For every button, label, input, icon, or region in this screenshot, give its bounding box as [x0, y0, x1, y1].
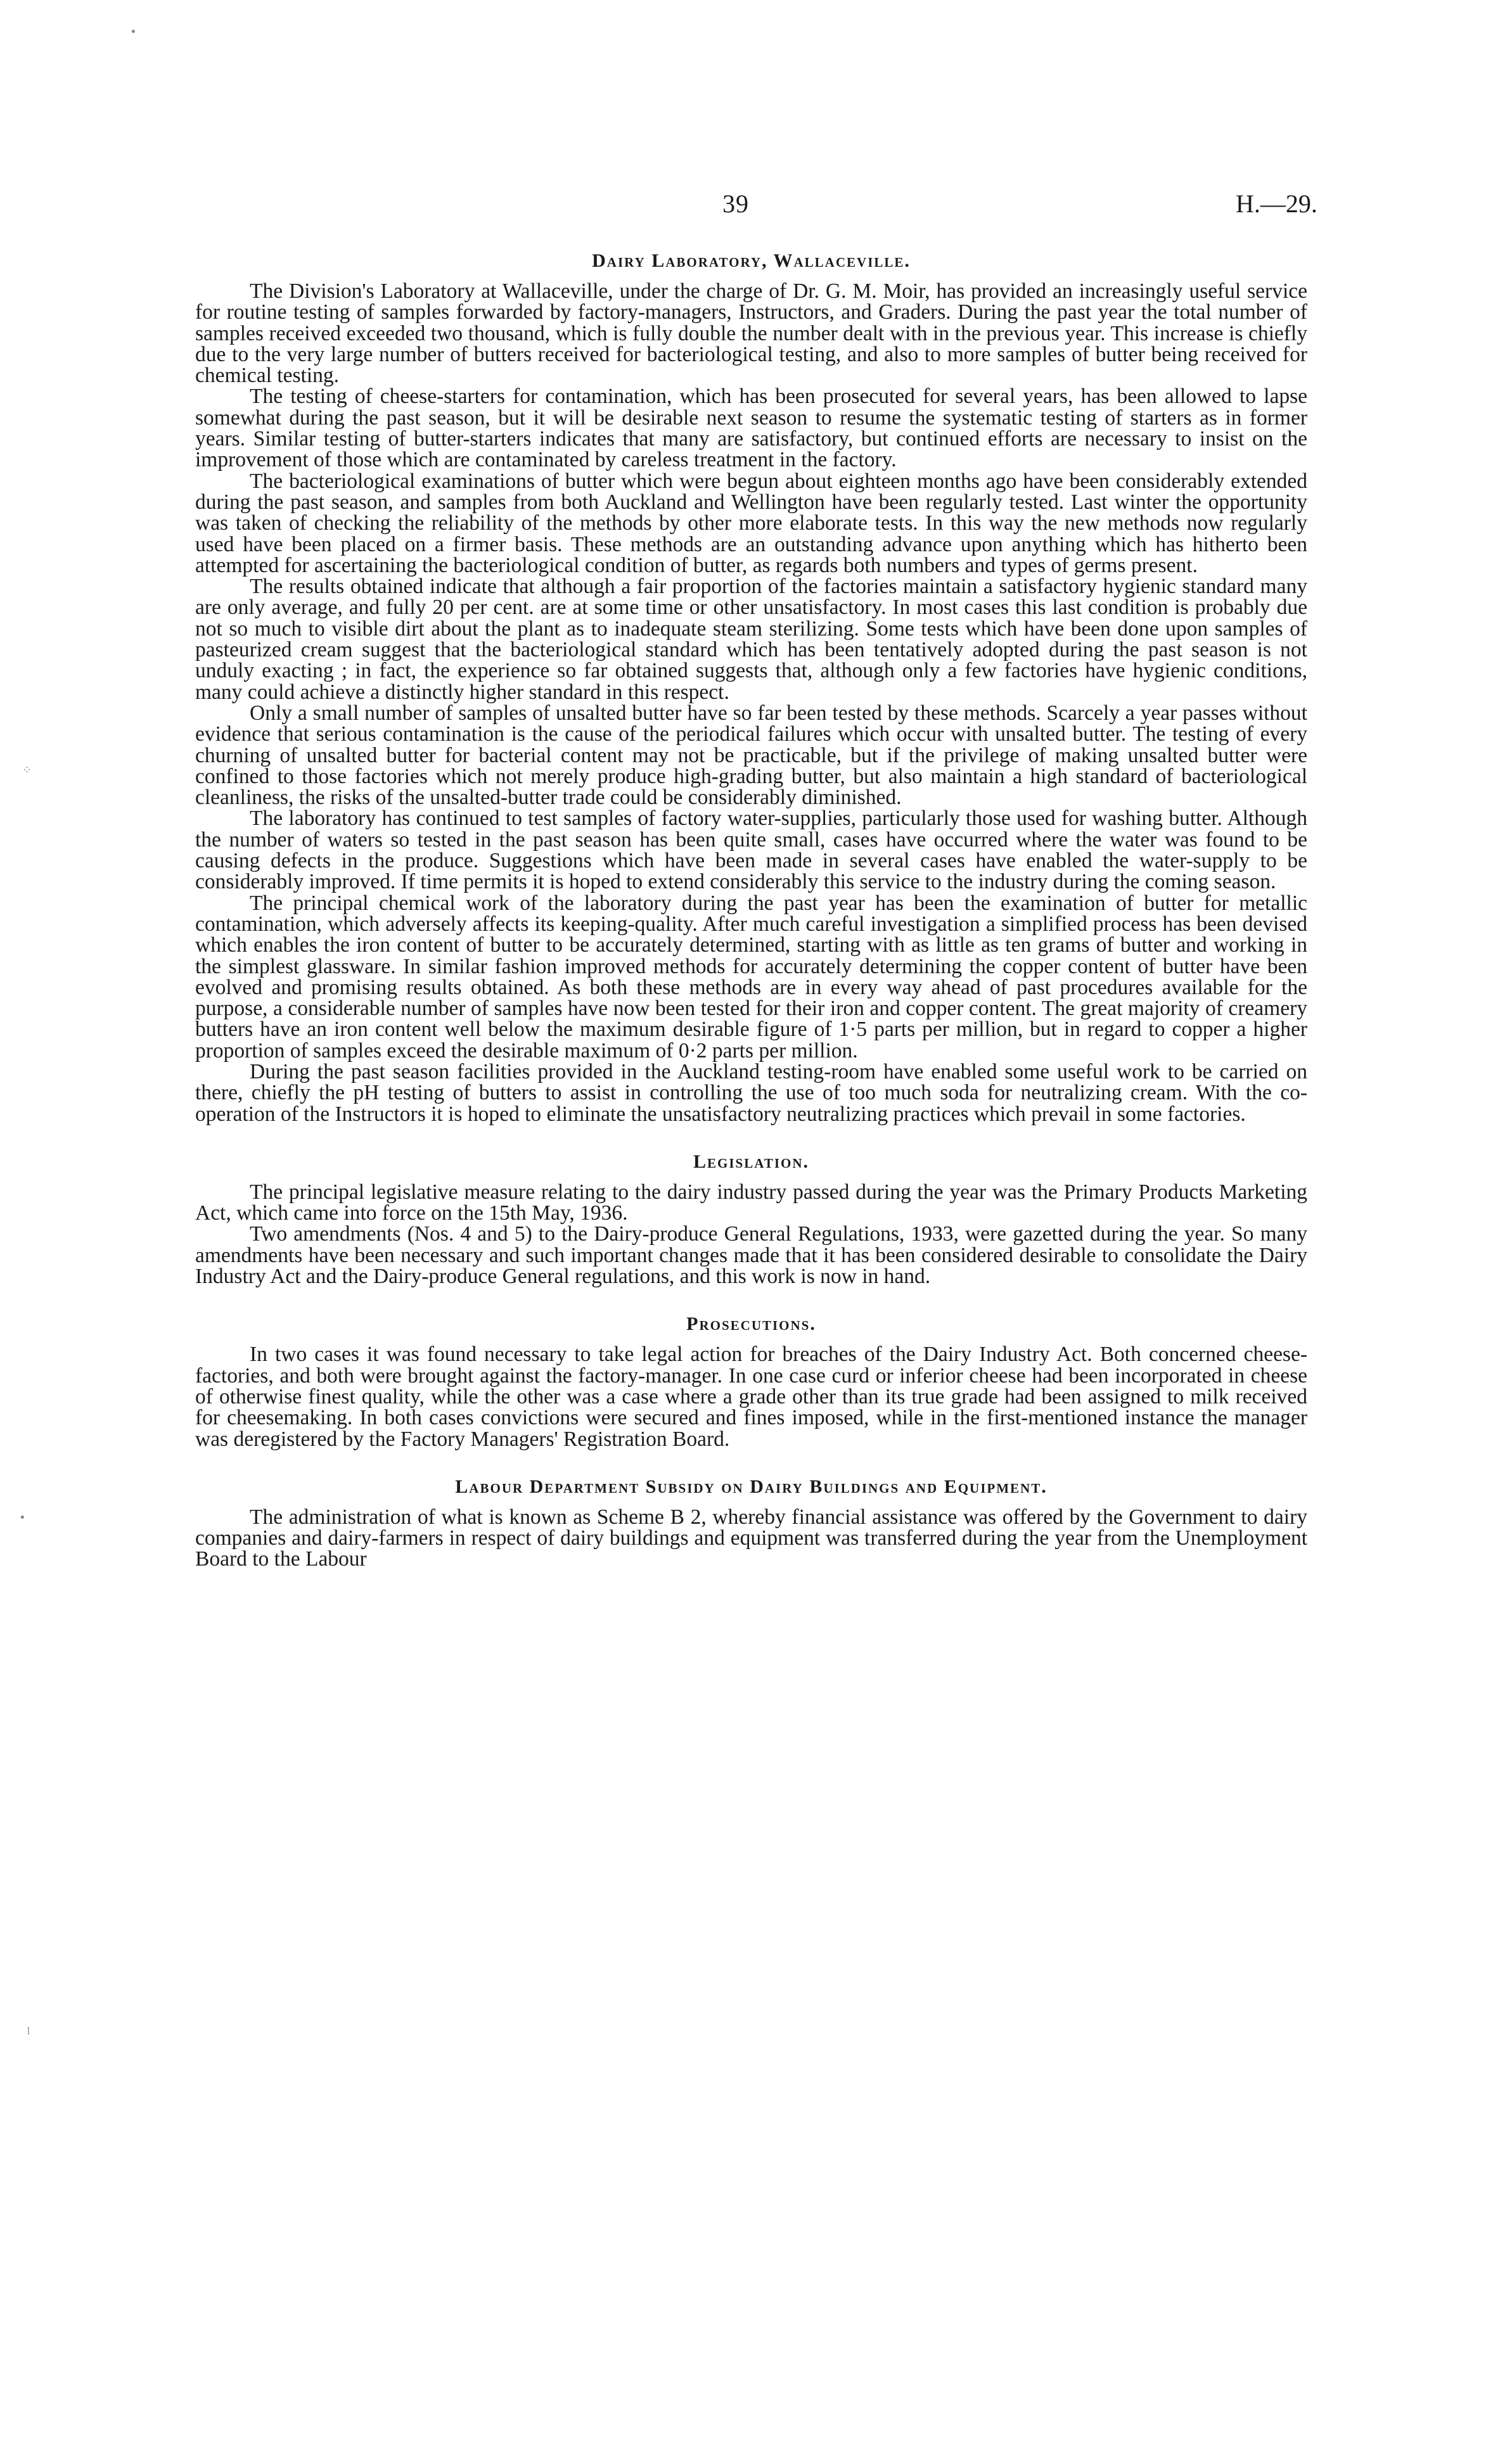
paragraph: Two amendments (Nos. 4 and 5) to the Dairy-produce General Regulations, 1933, were gazetted during the year. So many amendments have been necessary and such important changes made that it has been considered desirable to consolidate the Dairy Industry Act and the Dairy-produce General regulations, and this work is now in hand.: [195, 1222, 1307, 1289]
paragraph: Only a small number of samples of unsalted butter have so far been tested by these methods. Scarcely a year passes without evidence that serious contamination is the cause of the periodical failures which occur with unsalted butter. The testing of every churning of unsalted butter for bacterial content may not be practicable, but if the privilege of making unsalted butter were confined to those factories which not merely produce high-grading butter, but also maintain a high standard of bacteriological cleanliness, the risks of the unsalted-butter trade could be considerably diminished.: [195, 701, 1307, 810]
paragraph: The Division's Laboratory at Wallaceville, under the charge of Dr. G. M. Moir, has provided an increasingly useful service for routine testing of samples forwarded by factory-managers, Instructors, and Graders. During the past year the total number of samples received exceeded two thousand, which is fully double the number dealt with in the previous year. This increase is chiefly due to the very large number of butters received for bacteriological testing, and also to more samples of butter being received for chemical testing.: [195, 279, 1307, 388]
paragraph: The principal chemical work of the laboratory during the past year has been the examination of butter for metallic contamination, which adversely affects its keeping-quality. After much careful investigation a simplified process has been devised which enables the iron content of butter to be accurately determined, starting with as little as ten grams of butter and working in the simplest glassware. In similar fashion improved methods for accurately determining the copper content of butter have been evolved and promising results obtained. As both these methods are in every way ahead of past procedures available for the purpose, a considerable number of samples have now been tested for their iron and copper content. The great majority of creamery butters have an iron content well below the maximum desirable figure of 1·5 parts per million, but in regard to copper a higher proportion of samples exceed the desirable maximum of 0·2 parts per million.: [195, 891, 1307, 1063]
section-heading: Dairy Laboratory, Wallaceville.: [592, 250, 911, 271]
paragraph: The administration of what is known as Scheme B 2, whereby financial assistance was offered by the Government to dairy companies and dairy-farmers in respect of dairy buildings and equipment was transferred during the year from the Unemployment Board to the Labour: [195, 1505, 1307, 1571]
paragraph: The principal legislative measure relating to the dairy industry passed during the year was the Primary Products Marketing Act, which came into force on the 15th May, 1936.: [195, 1180, 1307, 1225]
page-body: [195, 250, 1307, 1570]
section-dairy-laboratory: [195, 250, 1307, 1125]
page-number: 39: [722, 189, 749, 218]
paragraph: During the past season facilities provided in the Auckland testing-room have enabled some useful work to be carried on there, chiefly the pH testing of butters to assist in controlling the use of too much soda for neutralizing cream. With the co-operation of the Instructors it is hoped to eliminate the unsatisfactory neutralizing practices which prevail in some factories.: [195, 1059, 1307, 1126]
section-heading: Prosecutions.: [686, 1313, 816, 1335]
section-spacer: [195, 1125, 1307, 1151]
section-spacer: [195, 1450, 1307, 1476]
section-heading: Legislation.: [693, 1151, 809, 1172]
margin-dot-middle: •: [19, 1511, 26, 1524]
section-spacer: [195, 1287, 1307, 1313]
paragraph: The bacteriological examinations of butter which were begun about eighteen months ago have been considerably extended during the past season, and samples from both Auckland and Wellington have been regularly tested. Last winter the opportunity was taken of checking the reliability of the methods by other more elaborate tests. In this way the new methods now regularly used have been placed on a firmer basis. These methods are an outstanding advance upon anything which has hitherto been attempted for ascertaining the bacteriological condition of butter, as regards both numbers and types of germs present.: [195, 469, 1307, 577]
paragraph: The testing of cheese-starters for contamination, which has been prosecuted for several years, has been allowed to lapse somewhat during the past season, but it will be desirable next season to resume the systematic testing of starters as in former years. Similar testing of butter-starters indicates that many are satisfactory, but continued efforts are necessary to insist on the improvement of those which are contaminated by careless treatment in the factory.: [195, 385, 1307, 472]
section-labour-subsidy: [195, 1476, 1307, 1570]
paragraph: The results obtained indicate that although a fair proportion of the factories maintain a satisfactory hygienic standard many are only average, and fully 20 per cent. are at some time or other unsatisfactory. In most cases this last condition is probably due not so much to visible dirt about the plant as to inadequate steam sterilizing. Some tests which have been done upon samples of pasteurized cream suggest that the bacteriological standard which has been tentatively adopted during the past season is not unduly exacting ; in fact, the experience so far obtained suggests that, although only a few factories have hygienic conditions, many could achieve a distinctly higher standard in this respect.: [195, 575, 1307, 704]
section-prosecutions: [195, 1313, 1307, 1449]
section-heading: Labour Department Subsidy on Dairy Buildings and Equipment.: [455, 1476, 1048, 1497]
paragraph: The laboratory has continued to test samples of factory water-supplies, particularly those used for washing butter. Although the number of waters so tested in the past season has been quite small, cases have occurred where the water was found to be causing defects in the produce. Suggestions which have been made in several cases have enabled the water-supply to be considerably improved. If time permits it is hoped to extend considerably this service to the industry during the coming season.: [195, 807, 1307, 894]
margin-dot-top: •: [130, 25, 137, 39]
section-legislation: [195, 1151, 1307, 1287]
margin-dot-lower: ⁞: [27, 2024, 30, 2038]
paragraph: In two cases it was found necessary to take legal action for breaches of the Dairy Industry Act. Both concerned cheese-factories, and both were brought against the factory-manager. In one case curd or inferior cheese had been incorporated in cheese of otherwise finest quality, while the other was a case where a grade other than its true grade had been assigned to milk received for cheesemaking. In both cases convictions were secured and fines imposed, while in the first-mentioned instance the manager was deregistered by the Factory Managers' Registration Board.: [195, 1343, 1307, 1451]
document-reference: H.—29.: [1236, 189, 1317, 218]
margin-dot-upper: ⁘: [22, 763, 32, 777]
